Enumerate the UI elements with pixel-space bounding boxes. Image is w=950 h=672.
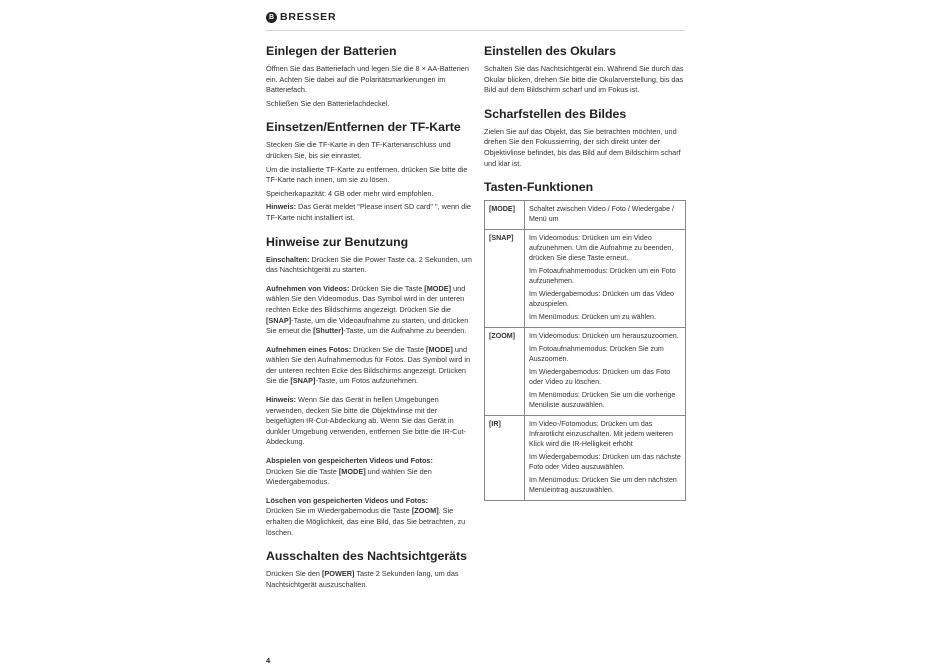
description-cell (525, 328, 686, 416)
description-line: Im Menümodus: Drücken Sie um den nächsten Menüeintrag auszuwählen. (529, 476, 677, 495)
page-number: 4 (266, 656, 271, 665)
paragraph: Speicherkapazität: 4 GB oder mehr wird empfohlen. (266, 188, 434, 198)
label: Löschen von gespeicherten Videos und Fotos: (266, 495, 429, 505)
key-mode: [MODE] (426, 344, 453, 354)
description-line: Schaltet zwischen Video / Foto / Wiedergabe / Menü um (529, 205, 674, 224)
table-row-zoom (485, 328, 686, 416)
section-title: Einlegen der Batterien (266, 44, 397, 58)
description-cell (525, 230, 686, 328)
section-title: Einsetzen/Entfernen der TF-Karte (266, 120, 461, 135)
text: Drücken Sie den (266, 569, 322, 579)
left-column (266, 43, 472, 600)
section-usage (266, 234, 472, 539)
text: und wählen Sie den Wiedergabemodus. (266, 466, 432, 487)
note-label: Hinweis: (266, 202, 297, 212)
section-title: Scharfstellen des Bildes (484, 106, 627, 121)
key-power: [POWER] (321, 569, 355, 579)
text: . Sie erhalten die Möglichkeit, das eine Bild, das Sie betrachten, zu löschen. (266, 506, 466, 537)
section-title: Tasten-Funktionen (484, 180, 594, 195)
section-key-functions (484, 179, 686, 501)
section-title: Hinweise zur Benutzung (266, 234, 409, 249)
text: Wenn Sie das Gerät in hellen Umgebungen verwenden, decken Sie bitte die Objektivlinse mit der beigefügten IR-Cut-Abdeckung ab. Wenn Sie das Gerät in dunkler Umgebung verwenden, entfernen Sie bitte die IR-Cut-Abdeckung. (266, 395, 466, 447)
text: und wählen Sie den Aufnahmemodus für Fotos. Das Symbol wird in der unteren rechten Ecke des Bildschirms angezeigt. Drücken Sie die (266, 344, 471, 386)
key-cell: [IR] (485, 416, 525, 501)
label: Hinweis: (266, 395, 297, 405)
description-line: Im Fotoaufnahmemodus: Drücken um ein Foto aufzunehmen. (529, 267, 676, 286)
description-line: Im Wiedergabemodus: Drücken um das Video abzuspielen. (529, 290, 674, 309)
text: Drücken Sie die Taste (266, 466, 339, 476)
paragraph-delete (266, 496, 472, 538)
description-line: Im Wiedergabemodus: Drücken um das Foto oder Video zu löschen. (529, 368, 671, 387)
paragraph-ir-cut-note (266, 395, 472, 448)
label: Aufnehmen eines Fotos: (266, 344, 352, 354)
description-line: Im Video-/Fotomodus: Drücken um das Infrarotlicht einzuschalten. Mit jedem weiteren Klick wird die IR-Helligkeit erhöht (529, 420, 673, 449)
table-row-ir (485, 416, 686, 501)
paragraph: Um die installierte TF-Karte zu entfernen. drücken Sie bitte die TF-Karte nach innen, um sie zu lösen. (266, 164, 468, 185)
label: Abspielen von gespeicherten Videos und Fotos: (266, 456, 433, 466)
section-title: Einstellen des Okulars (484, 44, 616, 58)
section-tf-card (266, 119, 472, 223)
label: Einschalten: (266, 254, 310, 264)
paragraph (266, 202, 472, 223)
paragraph: Stecken Sie die TF-Karte in den TF-Kartenanschluss und drücken Sie, bis sie einrastet. (266, 140, 451, 160)
key-cell: [ZOOM] (485, 328, 525, 416)
paragraph-power-on (266, 255, 472, 276)
key-shutter: [Shutter] (313, 326, 344, 336)
description-line: Im Videomodus: Drücken um ein Video aufzunehmen. Um die Aufnahme zu beenden, drücken Sie diese Taste erneut. (529, 234, 674, 263)
brand-logo (266, 11, 336, 23)
paragraph-take-photo (266, 345, 472, 387)
label: Aufnehmen von Videos: (266, 283, 350, 293)
text: -Taste, um die Aufnahme zu beenden. (343, 326, 467, 336)
description-line: Im Wiedergabemodus: Drücken um das nächste Foto oder Video auszuwählen. (529, 453, 681, 472)
description-cell (525, 201, 686, 230)
text: -Taste, um Fotos aufzunehmen. (315, 376, 419, 386)
text: Drücken Sie die Taste (351, 344, 427, 354)
section-eyepiece (484, 43, 686, 96)
header-divider (266, 30, 685, 31)
description-line: Im Menümodus: Drücken um zu wählen. (529, 313, 656, 322)
key-zoom: [ZOOM] (411, 506, 439, 516)
text: Drücken Sie die Power Taste ca. 2 Sekunden, um das Nachtsichtgerät zu starten. (266, 254, 472, 275)
section-title: Ausschalten des Nachtsichtgeräts (266, 549, 467, 564)
paragraph-playback (266, 456, 472, 488)
key-snap: [SNAP] (266, 315, 292, 325)
section-focus (484, 106, 686, 169)
key-mode: [MODE] (424, 283, 452, 293)
note-text: Das Gerät meldet "Please insert SD card" ", wenn die TF-Karte nicht installiert ist. (266, 202, 471, 222)
paragraph-record-video (266, 284, 472, 337)
text: Drücken Sie im Wiedergabemodus die Taste (266, 506, 412, 516)
section-power-off (266, 548, 472, 590)
paragraph: Öffnen Sie das Batteriefach und legen Sie die 8 × AA-Batterien ein. Achten Sie dabei auf die Polaritätsmarkierungen im Batteriefach. (266, 64, 469, 95)
table-row-snap (485, 230, 686, 328)
description-line: Im Fotoaufnahmemodus: Drücken Sie zum Auszoomen. (529, 345, 664, 364)
key-functions-table (484, 200, 686, 501)
paragraph: Schalten Sie das Nachtsichtgerät ein. Während Sie durch das Okular blicken, drehen Sie bitte die Okularverstellung, bis das Bild auf dem Bildschirm scharf und im Fokus ist. (484, 64, 684, 95)
brand-name: BRESSER (280, 11, 337, 23)
description-line: Im Menümodus: Drücken Sie um die vorherige Menüliste auszuwählen. (529, 391, 676, 410)
text: Drücken Sie die Taste (349, 283, 425, 293)
text: und wählen Sie den Videomodus. Das Symbol wird in der unteren rechten Ecke des Bildschirms angezeigt. Drücken Sie die (266, 283, 466, 314)
right-column (484, 43, 686, 511)
paragraph (266, 569, 472, 590)
description-cell (525, 416, 686, 501)
brand-logo-icon: B (266, 12, 277, 23)
table-row-mode (485, 201, 686, 230)
key-cell: [MODE] (485, 201, 525, 230)
key-mode: [MODE] (338, 466, 366, 476)
section-batteries (266, 43, 472, 109)
text: Taste 2 Sekunden lang, um das Nachtsichtgerät auszuschalten. (266, 569, 459, 589)
paragraph: Zielen Sie auf das Objekt, das Sie betrachten möchten, und drehen Sie den Fokussierring, der sich direkt unter der Objektivlinse befindet, bis das Bild auf dem Bildschirm scharf und klar ist. (484, 126, 681, 168)
paragraph: Schließen Sie den Batteriefachdeckel. (266, 98, 390, 108)
text: -Taste, um die Videoaufnahme zu starten, und drücken Sie erneut die (266, 315, 469, 336)
key-cell: [SNAP] (485, 230, 525, 328)
description-line: Im Videomodus: Drücken um herauszuzoomen. (529, 332, 679, 341)
key-snap: [SNAP] (290, 376, 316, 386)
